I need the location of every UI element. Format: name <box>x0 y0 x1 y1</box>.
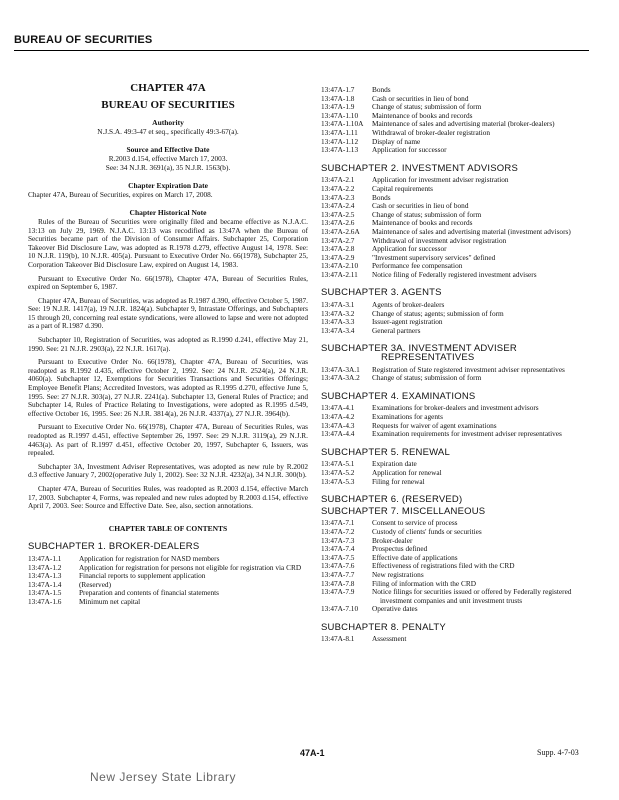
section-title: Consent to service of process <box>372 518 458 528</box>
running-head: BUREAU OF SECURITIES <box>14 34 153 46</box>
toc-entry <box>321 537 601 546</box>
section-number: 13:47A-7.10 <box>321 604 359 614</box>
toc-entry <box>321 469 601 478</box>
section-title: Application for registration for NASD members <box>79 553 220 563</box>
toc-entry <box>321 588 601 605</box>
section-title: Display of name <box>372 136 421 146</box>
section-number: 13:47A-4.2 <box>321 412 355 421</box>
source-line-1: R.2003 d.154, effective March 17, 2003. <box>108 153 228 163</box>
section-number: 13:47A-2.9 <box>321 252 355 262</box>
toc-entry <box>321 478 601 487</box>
section-title: Registration of State registered investment adviser representatives <box>372 364 565 374</box>
section-title: Capital requirements <box>372 183 433 193</box>
section-number: 13:47A-5.3 <box>321 476 355 486</box>
toc-entry <box>321 404 601 413</box>
section-number: 13:47A-4.4 <box>321 429 355 439</box>
section-title: Prospectus defined <box>372 544 428 554</box>
toc-entry <box>321 310 601 319</box>
subchapter-3-title: SUBCHAPTER 3. AGENTS <box>321 287 442 299</box>
section-title: Change of status; agents; submission of form <box>372 308 504 318</box>
section-title: Preparation and contents of financial statements <box>79 588 220 598</box>
toc-entry <box>321 146 601 155</box>
section-number: 13:47A-8.1 <box>321 634 355 644</box>
section-title: Broker-dealer <box>372 535 413 545</box>
section-number: 13:47A-2.11 <box>321 269 358 279</box>
history-paragraph: Chapter 47A, Bureau of Securities Rules, was readopted as R.2003 d.154, effective March 17, 2003. Subchapter 4, Forms, was repealed and new rules adopted by R.2003 d.154, effective April 7, 2003. See: Source and Effective Date. See, also, section annotations. <box>28 483 308 511</box>
subchapter-8-title: SUBCHAPTER 8. PENALTY <box>321 621 446 633</box>
section-title: Withdrawal of broker-dealer registration <box>372 127 491 137</box>
section-number: 13:47A-7.7 <box>321 569 355 579</box>
section-title: Filing of information with the CRD <box>372 578 476 588</box>
section-title: Cash or securities in lieu of bond <box>372 201 469 211</box>
subchapter-5-list <box>321 460 601 486</box>
section-number: 13:47A-7.1 <box>321 518 355 528</box>
section-number: 13:47A-7.8 <box>321 578 355 588</box>
toc-entry <box>28 598 308 607</box>
section-title: Change of status; submission of form <box>372 102 482 112</box>
subchapter-5-title: SUBCHAPTER 5. RENEWAL <box>321 446 450 458</box>
section-title: Withdrawal of investment advisor registration <box>372 235 507 245</box>
toc-entry <box>321 176 601 185</box>
section-title: Notice filings for securities issued or offered by Federally registered investment companies and unit investment trusts <box>372 587 572 605</box>
section-number: 13:47A-1.12 <box>321 136 359 146</box>
section-title: Examination requirements for investment adviser representatives <box>372 429 562 439</box>
section-number: 13:47A-7.2 <box>321 526 355 536</box>
section-title: (Reserved) <box>79 579 112 589</box>
section-number: 13:47A-2.1 <box>321 175 355 185</box>
toc-entry <box>321 635 601 644</box>
section-title: Requests for waiver of agent examinations <box>372 420 497 430</box>
source-heading: Source and Effective Date <box>126 145 210 155</box>
section-number: 13:47A-2.4 <box>321 201 355 211</box>
section-title: Maintenance of books and records <box>372 218 473 228</box>
section-title: Financial reports to supplement application <box>79 571 206 581</box>
section-title: Cash or securities in lieu of bond <box>372 93 469 103</box>
section-number: 13:47A-1.2 <box>28 562 62 572</box>
section-number: 13:47A-1.4 <box>28 579 62 589</box>
section-number: 13:47A-1.1 <box>28 553 62 563</box>
toc-entry <box>321 237 601 246</box>
section-title: Minimum net capital <box>79 596 141 606</box>
section-number: 13:47A-1.7 <box>321 85 355 94</box>
chapter-title: BUREAU OF SECURITIES <box>101 98 235 111</box>
section-number: 13:47A-2.7 <box>321 235 355 245</box>
section-number: 13:47A-1.10A <box>321 119 364 129</box>
history-paragraph: Pursuant to Executive Order No. 66(1978), Chapter 47A, Bureau of Securities Rules, was readopted as R.1997 d.451, effective September 26, 1997. See: 29 N.J.R. 3119(a), 29 N.J.R. 4463(a). As part of R.1997 d.451, effective October 20, 1997, Subchapter 6, Issuers, was repealed. <box>28 422 308 458</box>
toc-heading: CHAPTER TABLE OF CONTENTS <box>108 523 228 533</box>
subchapter-6-title: SUBCHAPTER 6. (RESERVED) <box>321 494 463 506</box>
section-title: Operative dates <box>372 604 418 614</box>
section-title: Maintenance of sales and advertising material (broker-dealers) <box>372 119 555 129</box>
toc-entry <box>321 374 601 383</box>
section-number: 13:47A-4.1 <box>321 403 355 413</box>
page-header <box>14 30 589 48</box>
subchapter-2-title: SUBCHAPTER 2. INVESTMENT ADVISORS <box>321 162 518 174</box>
toc-entry <box>321 460 601 469</box>
section-number: 13:47A-2.3 <box>321 192 355 202</box>
section-title: Application for successor <box>372 145 447 155</box>
section-number: 13:47A-7.6 <box>321 561 355 571</box>
section-title: Examinations for agents <box>372 412 443 421</box>
expiration-text: Chapter 47A, Bureau of Securities, expires on March 17, 2008. <box>28 189 213 199</box>
section-title: Filing for renewal <box>372 476 425 486</box>
section-number: 13:47A-3A.1 <box>321 364 360 374</box>
section-number: 13:47A-1.5 <box>28 588 62 598</box>
section-title: Effectiveness of registrations filed with the CRD <box>372 561 515 571</box>
section-number: 13:47A-7.9 <box>321 587 355 597</box>
section-title: Change of status; submission of form <box>372 209 482 219</box>
section-number: 13:47A-3.1 <box>321 300 355 310</box>
history-heading: Chapter Historical Note <box>129 208 207 218</box>
section-title: Custody of clients' funds or securities <box>372 526 482 536</box>
history-paragraph: Subchapter 10, Registration of Securities, was adopted as R.1990 d.241, effective May 21, 1990. See: 21 N.J.R. 2903(a), 22 N.J.R. 1617(a). <box>28 335 308 353</box>
section-number: 13:47A-3.3 <box>321 317 355 327</box>
library-stamp: New Jersey State Library <box>90 770 237 784</box>
subchapter-1-list <box>28 555 308 607</box>
section-title: Change of status; submission of form <box>372 373 482 383</box>
section-title: Notice filing of Federally registered investment advisers <box>372 269 537 279</box>
toc-entry <box>321 138 601 147</box>
section-number: 13:47A-2.8 <box>321 244 355 254</box>
section-number: 13:47A-3A.2 <box>321 373 360 383</box>
toc-entry <box>321 327 601 336</box>
expiration-heading: Chapter Expiration Date <box>128 181 208 191</box>
section-title: Bonds <box>372 192 391 202</box>
authority-heading: Authority <box>152 118 184 128</box>
toc-entry <box>321 528 601 537</box>
subchapter-3-list <box>321 301 601 335</box>
subchapter-4-list <box>321 404 601 438</box>
section-number: 13:47A-3.4 <box>321 325 355 335</box>
subchapter-3a-list <box>321 366 601 383</box>
section-title: Application for registration for persons not eligible for registration via CRD <box>79 562 302 572</box>
section-title: Agents of broker-dealers <box>372 300 445 310</box>
subchapter-3a-title-line-2: REPRESENTATIVES <box>381 352 475 364</box>
section-title: Effective date of applications <box>372 552 458 562</box>
section-title: Bonds <box>372 85 391 94</box>
section-number: 13:47A-2.6A <box>321 226 360 236</box>
toc-entry <box>321 562 601 571</box>
subchapter-8-list <box>321 635 601 644</box>
subchapter-1-title: SUBCHAPTER 1. BROKER-DEALERS <box>28 541 200 553</box>
section-title: Application for renewal <box>372 467 442 477</box>
section-title: New registrations <box>372 569 424 579</box>
section-title: Expiration date <box>372 459 417 469</box>
source-line-2: See: 34 N.J.R. 3691(a), 35 N.J.R. 1563(b). <box>105 162 231 172</box>
subchapter-3a-title <box>321 345 601 362</box>
history-paragraph: Pursuant to Executive Order No. 66(1978), Chapter 47A, Bureau of Securities, was readopted as R.1992 d.435, effective October 2, 1992. See: 24 N.J.R. 2524(a), 24 N.J.R. 4060(a). Subchapter 12, Exemptions for Securities Transactions and Securities Offerings; Employee Benefit Plans; Accredited Investors, was adopted as R.1995 d.270, effective June 5, 1995. See: 27 N.J.R. 303(a), 27 N.J.R. 2241(a). Subchapter 13, General Rules of Practice; and Subchapter 14, Rules of Practice Relating to Investigations, were adopted as R.1995 d.549, effective October 16, 1995. See: 26 N.J.R. 3814(a), 26 N.J.R. 4337(a), 27 N.J.R. 3964(b). <box>28 357 308 418</box>
history-paragraph: Pursuant to Executive Order No. 66(1978), Chapter 47A, Bureau of Securities Rules, expired on September 6, 1987. <box>28 273 308 292</box>
subchapter-3a-title-line-1: SUBCHAPTER 3A. INVESTMENT ADVISER <box>321 343 517 355</box>
section-title: Assessment <box>372 634 407 644</box>
history-paragraph: Subchapter 3A, Investment Adviser Representatives, was adopted as new rule by R.2002 d.3 effective January 7, 2002(operative July 1, 2002). See: 32 N.J.R. 4232(a), 34 N.J.R. 300(b). <box>28 461 308 480</box>
section-number: 13:47A-3.2 <box>321 308 355 318</box>
toc-entry <box>321 185 601 194</box>
section-number: 13:47A-1.13 <box>321 145 359 155</box>
page-number: 47A-1 <box>300 748 325 758</box>
toc-entry <box>321 605 601 614</box>
section-number: 13:47A-7.4 <box>321 544 355 554</box>
header-rule <box>14 50 589 51</box>
authority-text: N.J.S.A. 49:3-47 et seq., specifically 49:3-67(a). <box>97 126 239 136</box>
toc-entry <box>321 430 601 439</box>
section-title: Performance fee compensation <box>372 261 463 271</box>
section-number: 13:47A-2.2 <box>321 183 355 193</box>
section-number: 13:47A-1.8 <box>321 93 355 103</box>
section-number: 13:47A-7.5 <box>321 552 355 562</box>
toc-entry <box>28 572 308 581</box>
section-number: 13:47A-1.10 <box>321 110 359 120</box>
toc-entry <box>321 545 601 554</box>
supplement-date: Supp. 4-7-03 <box>537 748 579 757</box>
section-title: "Investment supervisory services" defined <box>372 252 496 262</box>
section-number: 13:47A-1.11 <box>321 127 358 137</box>
right-column <box>321 86 601 644</box>
toc-entry <box>321 129 601 138</box>
section-title: Issuer-agent registration <box>372 317 443 327</box>
history-paragraph: Rules of the Bureau of Securities were originally filed and became effective as N.J.A.C. 13:13 on July 29, 1969. N.J.A.C. 13:13 was recodified as 13:47A when the Bureau of Securities became part of the Division of Consumer Affairs. Subchapter 25, Corporation Takeover Bid Disclosure Law, was adopted as R.1978 d.279, effective August 14, 1978. See: 10 N.J.R. 119(b), 10 N.J.R. 405(a). Pursuant to Executive Order No. 66(1978), Subchapter 25, Corporation Takeover Bid Disclosure Law, expired on August 14, 1983. <box>28 216 308 269</box>
section-title: Examinations for broker-dealers and investment advisors <box>372 403 539 413</box>
section-number: 13:47A-2.5 <box>321 209 355 219</box>
toc-entry <box>321 271 601 280</box>
section-title: General partners <box>372 325 421 335</box>
section-number: 13:47A-1.3 <box>28 571 62 581</box>
subchapter-2-list <box>321 176 601 279</box>
chapter-number: CHAPTER 47A <box>130 82 206 94</box>
subchapter-4-title: SUBCHAPTER 4. EXAMINATIONS <box>321 390 476 402</box>
section-title: Application for investment adviser registration <box>372 175 509 185</box>
section-number: 13:47A-4.3 <box>321 420 355 430</box>
subchapter-7-title: SUBCHAPTER 7. MISCELLANEOUS <box>321 505 486 517</box>
toc-entry <box>321 318 601 327</box>
section-title: Maintenance of books and records <box>372 110 473 120</box>
subchapter-7-list <box>321 519 601 614</box>
left-column <box>28 78 308 607</box>
section-number: 13:47A-2.10 <box>321 261 359 271</box>
section-number: 13:47A-5.1 <box>321 459 355 469</box>
section-number: 13:47A-7.3 <box>321 535 355 545</box>
section-number: 13:47A-2.6 <box>321 218 355 228</box>
section-number: 13:47A-1.9 <box>321 102 355 112</box>
history-paragraph: Chapter 47A, Bureau of Securities, was adopted as R.1987 d.390, effective October 5, 1987. See: 19 N.J.R. 1417(a), 19 N.J.R. 1824(a). Subchapter 9, Intrastate Offerings, and Subchapters 15 through 20, concerning real estate syndications, were allowed to lapse and were not adopted as a part of R.1987 d.390. <box>28 295 308 331</box>
subchapter-1-continued-list <box>321 86 601 155</box>
section-number: 13:47A-5.2 <box>321 467 355 477</box>
section-title: Maintenance of sales and advertising material (investment advisors) <box>372 226 571 236</box>
toc-entry <box>28 589 308 598</box>
section-number: 13:47A-1.6 <box>28 596 62 606</box>
section-title: Application for successor <box>372 244 447 254</box>
